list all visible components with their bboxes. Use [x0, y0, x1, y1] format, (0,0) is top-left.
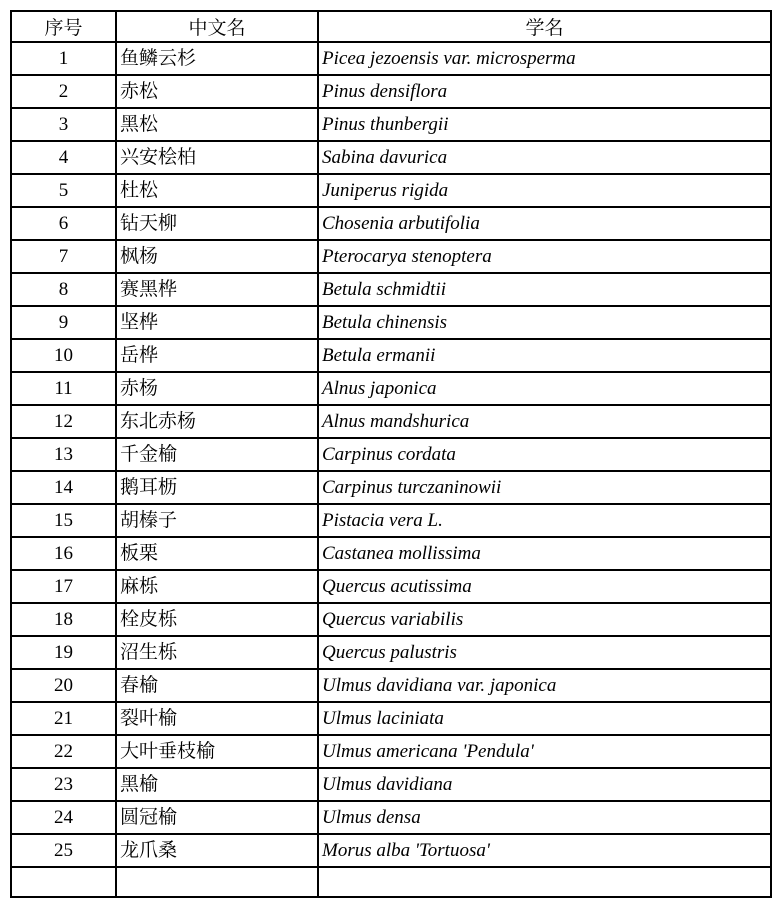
table-row: [11, 570, 771, 603]
cell-chinese-name: 赛黑桦: [116, 273, 318, 306]
cell-chinese-name: 沼生栎: [116, 636, 318, 669]
cell-chinese-name: 胡榛子: [116, 504, 318, 537]
cell-index: 23: [11, 768, 116, 801]
table-row: [11, 207, 771, 240]
cell-index: 9: [11, 306, 116, 339]
cell-scientific-name: Betula chinensis: [318, 306, 771, 339]
cell-scientific-name: Betula ermanii: [318, 339, 771, 372]
header-cell-scientific-name: 学名: [318, 11, 771, 42]
cell-scientific-name: Ulmus davidiana: [318, 768, 771, 801]
cell-chinese-name: 赤杨: [116, 372, 318, 405]
cell-chinese-name: 东北赤杨: [116, 405, 318, 438]
partial-cell: [116, 867, 318, 898]
cell-chinese-name: 圆冠榆: [116, 801, 318, 834]
cell-index: 20: [11, 669, 116, 702]
cell-index: 21: [11, 702, 116, 735]
cell-chinese-name: 栓皮栎: [116, 603, 318, 636]
partial-cell: [318, 867, 771, 898]
cell-chinese-name: 黑榆: [116, 768, 318, 801]
cell-scientific-name: Ulmus davidiana var. japonica: [318, 669, 771, 702]
table-header: [11, 11, 771, 42]
table-row: [11, 372, 771, 405]
cell-scientific-name: Quercus acutissima: [318, 570, 771, 603]
cell-scientific-name: Chosenia arbutifolia: [318, 207, 771, 240]
cell-chinese-name: 龙爪桑: [116, 834, 318, 867]
header-row: [11, 11, 771, 42]
cell-scientific-name: Alnus mandshurica: [318, 405, 771, 438]
species-table: [10, 10, 772, 898]
table-row: [11, 603, 771, 636]
cell-scientific-name: Quercus variabilis: [318, 603, 771, 636]
cell-index: 18: [11, 603, 116, 636]
cell-index: 13: [11, 438, 116, 471]
cell-chinese-name: 枫杨: [116, 240, 318, 273]
partial-cell: [11, 867, 116, 898]
cell-scientific-name: Morus alba 'Tortuosa': [318, 834, 771, 867]
table-row: [11, 636, 771, 669]
cell-chinese-name: 鱼鳞云杉: [116, 42, 318, 75]
cell-index: 8: [11, 273, 116, 306]
cell-chinese-name: 麻栎: [116, 570, 318, 603]
cell-scientific-name: Pinus thunbergii: [318, 108, 771, 141]
cell-index: 5: [11, 174, 116, 207]
cell-chinese-name: 鹅耳枥: [116, 471, 318, 504]
cell-scientific-name: Pinus densiflora: [318, 75, 771, 108]
cell-scientific-name: Pterocarya stenoptera: [318, 240, 771, 273]
cell-index: 14: [11, 471, 116, 504]
cell-index: 15: [11, 504, 116, 537]
cell-index: 1: [11, 42, 116, 75]
cell-scientific-name: Castanea mollissima: [318, 537, 771, 570]
cell-chinese-name: 板栗: [116, 537, 318, 570]
cell-scientific-name: Sabina davurica: [318, 141, 771, 174]
cell-chinese-name: 赤松: [116, 75, 318, 108]
table-row: [11, 801, 771, 834]
table-row: [11, 768, 771, 801]
cell-scientific-name: Quercus palustris: [318, 636, 771, 669]
cell-index: 3: [11, 108, 116, 141]
header-cell-index: 序号: [11, 11, 116, 42]
cell-index: 10: [11, 339, 116, 372]
table-row: [11, 141, 771, 174]
cell-chinese-name: 黑松: [116, 108, 318, 141]
table-row: [11, 471, 771, 504]
cell-index: 16: [11, 537, 116, 570]
table-row: [11, 273, 771, 306]
table-row: [11, 702, 771, 735]
cell-chinese-name: 千金榆: [116, 438, 318, 471]
table-row: [11, 339, 771, 372]
table-row: [11, 108, 771, 141]
cell-scientific-name: Carpinus cordata: [318, 438, 771, 471]
table-row: [11, 504, 771, 537]
cell-index: 19: [11, 636, 116, 669]
cell-chinese-name: 杜松: [116, 174, 318, 207]
cell-chinese-name: 兴安桧柏: [116, 141, 318, 174]
partial-row-cutoff: [11, 867, 771, 898]
cell-scientific-name: Alnus japonica: [318, 372, 771, 405]
cell-scientific-name: Picea jezoensis var. microsperma: [318, 42, 771, 75]
cell-scientific-name: Pistacia vera L.: [318, 504, 771, 537]
cell-index: 6: [11, 207, 116, 240]
table-row: [11, 405, 771, 438]
cell-index: 2: [11, 75, 116, 108]
table-body: [11, 42, 771, 898]
cell-index: 17: [11, 570, 116, 603]
cell-index: 12: [11, 405, 116, 438]
table-row: [11, 75, 771, 108]
cell-chinese-name: 钻天柳: [116, 207, 318, 240]
cell-chinese-name: 坚桦: [116, 306, 318, 339]
cell-index: 4: [11, 141, 116, 174]
table-row: [11, 42, 771, 75]
table-row: [11, 834, 771, 867]
table-row: [11, 438, 771, 471]
cell-chinese-name: 裂叶榆: [116, 702, 318, 735]
header-cell-chinese-name: 中文名: [116, 11, 318, 42]
cell-chinese-name: 大叶垂枝榆: [116, 735, 318, 768]
cell-scientific-name: Ulmus densa: [318, 801, 771, 834]
cell-index: 7: [11, 240, 116, 273]
cell-index: 22: [11, 735, 116, 768]
cell-scientific-name: Juniperus rigida: [318, 174, 771, 207]
table-row: [11, 240, 771, 273]
cell-index: 11: [11, 372, 116, 405]
table-row: [11, 537, 771, 570]
table-row: [11, 735, 771, 768]
table-row: [11, 306, 771, 339]
cell-scientific-name: Betula schmidtii: [318, 273, 771, 306]
cell-index: 24: [11, 801, 116, 834]
cell-chinese-name: 春榆: [116, 669, 318, 702]
cell-scientific-name: Carpinus turczaninowii: [318, 471, 771, 504]
cell-index: 25: [11, 834, 116, 867]
table-row: [11, 669, 771, 702]
cell-scientific-name: Ulmus americana 'Pendula': [318, 735, 771, 768]
cell-chinese-name: 岳桦: [116, 339, 318, 372]
table-row: [11, 174, 771, 207]
cell-scientific-name: Ulmus laciniata: [318, 702, 771, 735]
